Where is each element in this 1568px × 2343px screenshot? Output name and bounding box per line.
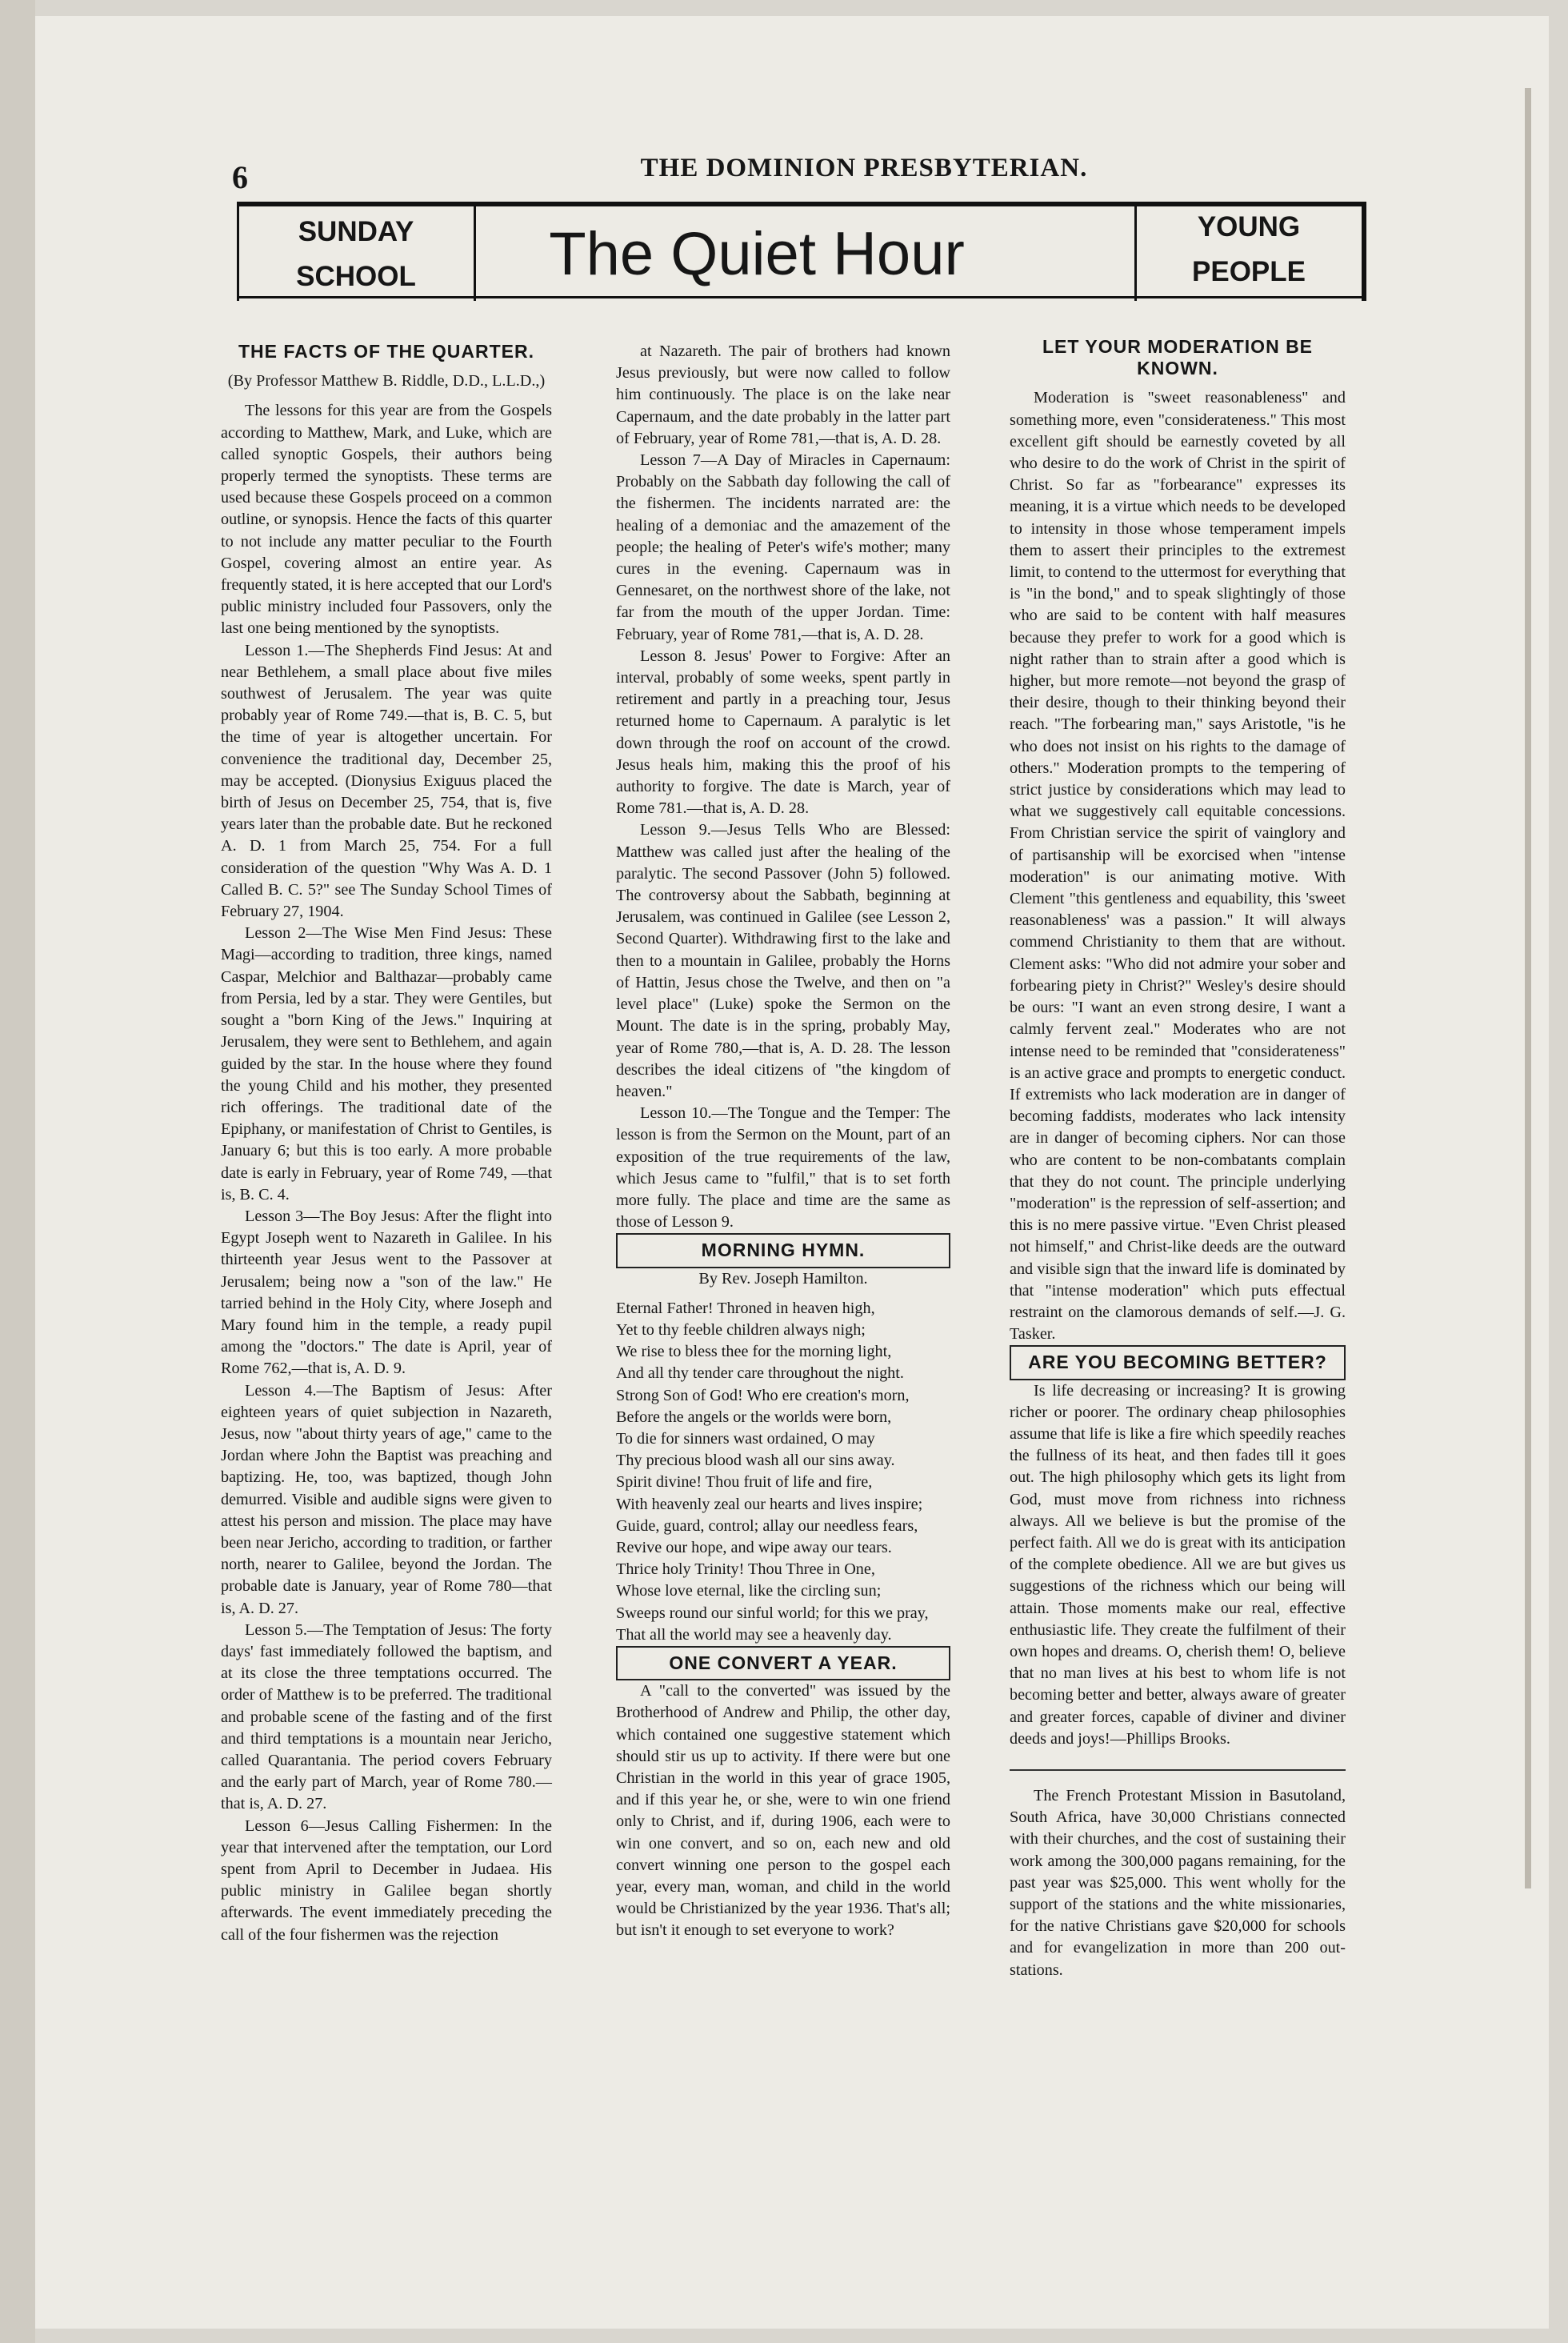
article-byline-facts: (By Professor Matthew B. Riddle, D.D., L.L.D.,): [227, 372, 546, 390]
banner-left-label: [242, 210, 470, 299]
banner-title: The Quiet Hour: [549, 220, 965, 288]
paragraph: Lesson 10.—The Tongue and the Temper: The lesson is from the Sermon on the Mount, part of an exposition of the true requirements of the law, which Jesus came to "fulfil," that is to set forth more fully. The place and time are the same as those of Lesson 9.: [616, 1104, 950, 1232]
paragraph: The lessons for this year are from the Gospels according to Matthew, Mark, and Luke, which are called synoptic Gospels, their authors being properly termed the synoptists. These terms are used because these Gospels proceed on a common outline, or synopsis. Hence the facts of this quarter to not include any matter peculiar to the Fourth Gospel, covering almost an entire year. As frequently stated, it is here accepted that our Lord's public ministry included four Passovers, only the last one being mentioned by the synoptists.: [221, 402, 552, 638]
moderation-heading: LET YOUR MODERATION BE KNOWN.: [1042, 336, 1314, 379]
paragraph: Lesson 6—Jesus Calling Fishermen: In the year that intervened after the temptation, our Lord spent from April to December in Judaea. His public ministry in Galilee began shortly afterwards. The event immediately preceding the call of the four fishermen was the rejection: [221, 1816, 552, 1944]
mission-paragraph: The French Protestant Mission in Basutoland, South Africa, have 30,000 Christians connected with their churches, and the cost of sustaining their work among the 300,000 pagans remaining, for the past year was $25,000. This went wholly for the support of the stations and the white missionaries, for the native Christians gave $20,000 for schools and for evangelization in more than 200 out-stations.: [1010, 1787, 1346, 1979]
paragraph: Lesson 4.—The Baptism of Jesus: After eighteen years of quiet subjection in Nazareth, Jesus, now "about thirty years of age," came to the Jordan where John the Baptist was preaching and baptizing. He, too, was baptized, though John demurred. Visible and audible signs were given to attest his person and mission. The place may have been near Jericho, according to tradition, or farther north, nearer to Galilee, beyond the Jordan. The probable date is January, year of Rome 780—that is, A. D. 27.: [221, 1381, 552, 1617]
banner-right-line2: PEOPLE: [1192, 256, 1306, 287]
banner-divider-left: [474, 206, 476, 301]
hymn-line: Guide, guard, control; allay our needless fears,: [616, 1516, 918, 1535]
paragraph: Lesson 1.—The Shepherds Find Jesus: At and near Bethlehem, a small place about five miles southwest of Jerusalem. The year was quite probably year of Rome 749.—that is, B. C. 5, but the time of year is altogether uncertain. For convenience the traditional day, December 25, may be accepted. (Dionysius Exiguus placed the birth of Jesus on December 25, 754, that is, five years later than the probable date. But he reckoned A. D. 1 from March 25, 754. For a full consideration of the question "Why Was A. D. 1 Called B. C. 5?" see The Sunday School Times of February 27, 1904.: [221, 641, 552, 921]
hymn-line: Eternal Father! Throned in heaven high,: [616, 1299, 875, 1317]
paragraph: Lesson 9.—Jesus Tells Who are Blessed: Matthew was called just after the healing of the paralytic. The second Passover (John 5) followed. The controversy about the Sabbath, beginning at Jerusalem, was continued in Galilee (see Lesson 2, Second Quarter). Withdrawing first to the lake and then to a mountain in Galilee, probably the Horns of Hattin, Jesus chose the Twelve, and then on "a level place" (Luke) spoke the Sermon on the Mount. The date is in the spring, probably May, year of Rome 780,—that is, A. D. 28. The lesson describes the ideal citizens of "the kingdom of heaven.": [616, 821, 950, 1100]
hymn-line: Spirit divine! Thou fruit of life and fire,: [616, 1473, 873, 1492]
page-spine-shadow: [0, 0, 35, 2343]
hymn-line: Revive our hope, and wipe away our tears.: [616, 1538, 892, 1556]
page-edge-shadow: [1525, 88, 1531, 1888]
article-heading-facts: THE FACTS OF THE QUARTER.: [238, 341, 534, 362]
hymn-line: Thy precious blood wash all our sins away.: [616, 1452, 895, 1470]
quiet-hour-banner: [237, 202, 1366, 298]
hymn-line: Before the angels or the worlds were born,: [616, 1408, 892, 1426]
hymn-line: Sweeps round our sinful world; for this we pray,: [616, 1604, 929, 1622]
paragraph: A "call to the converted" was issued by the Brotherhood of Andrew and Philip, the other day, which contained one suggestive statement which should stir us up to activity. If there were but one Christian in the world in this year of grace 1905, and if this year he, or she, were to win one friend only to Christ, and if, during 1906, each were to win one convert, and so on, each new and old convert winning one person to the gospel each year, every man, woman, and child in the world would be Christianized by the year 1936. That's all; but isn't it enough to set everyone to work?: [616, 1682, 950, 1940]
hymn-line: Strong Son of God! Who ere creation's morn,: [616, 1386, 910, 1404]
article-body-facts-continued: [616, 341, 950, 1233]
better-article-body: [1010, 1380, 1346, 1750]
better-heading: ARE YOU BECOMING BETTER?: [1010, 1345, 1346, 1380]
paragraph: Lesson 2—The Wise Men Find Jesus: These Magi—according to tradition, three kings, named Caspar, Melchior and Balthazar—probably came from Persia, led by a star. They were Gentiles, but sought a "born King of the Jews." Inquiring at Jerusalem, they were sent to Bethlehem, and again guided by the star. In the house where they found the young Child and his mother, they presented rich offerings. The traditional date of the Epiphany, or manifestation of Christ to Gentiles, is January 6; but this is too early. A more probable date is early in February, year of Rome 749, —that is, B. C. 4.: [221, 924, 552, 1204]
hymn-line: Thrice holy Trinity! Thou Three in One,: [616, 1560, 875, 1579]
convert-heading: ONE CONVERT A YEAR.: [616, 1646, 950, 1680]
hymn-line: Whose love eternal, like the circling sun;: [616, 1582, 882, 1600]
hymn-line: We rise to bless thee for the morning light,: [616, 1343, 892, 1361]
banner-left-line2: SCHOOL: [296, 261, 416, 292]
hymn-line: To die for sinners wast ordained, O may: [616, 1429, 875, 1448]
hymn-verses: [616, 1298, 950, 1646]
paragraph: Lesson 5.—The Temptation of Jesus: The forty days' fast immediately followed the baptism, and at its close the three temptations occurred. The order of Matthew is to be preferred. The traditional and probable scene of the fasting and of the first and third temptations is a mountain near Jericho, called Quarantania. The period covers February and the early part of March, year of Rome 780.—that is, A. D. 27.: [221, 1620, 552, 1813]
hymn-line: Yet to thy feeble children always nigh;: [616, 1320, 866, 1339]
banner-left-line1: SUNDAY: [298, 216, 414, 247]
paragraph: Moderation is "sweet reasonableness" and something more, even "considerateness." This most excellent gift should be earnestly coveted by all who desire to do the work of Christ in the spirit of Christ. So far as "forbearance" expresses its meaning, it is a virtue which needs to be developed to intensity in those whose temperament impels them to assert their principles to the extremest limit, to contend to the uttermost for everything that is "in the bond," and to speak slightingly of those who are said to be content with half measures because they prefer to work for a good which is night rather than to strain after a good which is higher, but more remote—not beyond the grasp of their desire, though to their thinking beyond their reach. "The forbearing man," says Aristotle, "is he who does not insist on his rights to the damage of others." Moderation prompts to the tempering of strict justice by considerations which may lead to what we suggestively call equitable concessions. From Christian service the spirit of vainglory and of partisanship will be exorcised when "intense moderation" is our animating motive. With Clement "this gentleness and equability, this 'sweet reasonableness' was a passion." It will always commend Christianity to them that are without. Clement asks: "Who did not admire your sober and forbearing piety in Christ?" Wesley's desire should be ours: "I want an even strong desire, I want a calmly fervent zeal." Moderates who are not intense need to be reminded that "considerateness" is an active grace and prompts to energetic conduct. If extremists who lack moderation are in danger of becoming faddists, moderates who lack intensity are in danger of becoming ciphers. Nor can those who are content to be non-combatants complain that they do not count. The principle underlying "moderation" is the repression of self-assertion; and this is no mere passive virtue. "Even Christ pleased not himself," and Christ-like deeds are the outward and visible sign that the inward life is dominated by that "intense moderation" which puts effectual restraint on the clamorous demands of self.—J. G. Tasker.: [1010, 389, 1346, 1344]
hymn-heading: MORNING HYMN.: [616, 1233, 950, 1268]
paragraph: Lesson 7—A Day of Miracles in Capernaum: Probably on the Sabbath day following the call of the fishermen. The incidents narrated are: the healing of a demoniac and the amazement of the people; the healing of Peter's wife's mother; many cures in the evening. Capernaum was in Gennesaret, on the northwest shore of the lake, not far from the mouth of the upper Jordan. Time: February, year of Rome 781,—that is, A. D. 28.: [616, 451, 950, 643]
page-number: 6: [232, 159, 248, 195]
article-divider: [1010, 1750, 1346, 1771]
paragraph: Is life decreasing or increasing? It is growing richer or poorer. The ordinary cheap philosophies assume that life is like a fire which speedily reaches the fullness of its heat, and then fades till it goes out. The high philosophy which gets its light from God, must move from richness into richness always. All we believe is but the promise of the perfect faith. All we do is great with its anticipation of the complete obedience. All we are but gives us suggestions of the richness which our being will attain. Those moments make our real, effective enthusiastic life. They create the fulfilment of their own hopes and dreams. O, cherish them! O, believe that no man lives at his best to whom life is not becoming better and better, always aware of greater and greater forces, capable of diviner and diviner deeds and joys!—Phillips Brooks.: [1010, 1381, 1346, 1748]
column-2: [616, 341, 950, 1942]
banner-divider-right: [1134, 206, 1137, 301]
column-1: [221, 341, 552, 1946]
banner-left-border: [237, 206, 239, 301]
moderation-article-body: [1010, 387, 1346, 1345]
banner-right-border: [1362, 206, 1366, 301]
banner-right-label: [1141, 205, 1357, 294]
article-body-facts: [221, 400, 552, 1945]
journal-title: THE DOMINION PRESBYTERIAN.: [640, 154, 1088, 182]
banner-right-line1: YOUNG: [1197, 211, 1301, 242]
hymn-line: With heavenly zeal our hearts and lives inspire;: [616, 1495, 923, 1513]
convert-article-body: [616, 1680, 950, 1941]
paragraph: Lesson 3—The Boy Jesus: After the flight into Egypt Joseph went to Nazareth in Galilee. In his thirteenth year Jesus went to the Passover at Jerusalem; being now a "son of the law." He tarried behind in the Holy City, where Joseph and Mary found him in the temple, a ready pupil among the "doctors." The date is April, year of Rome 762,—that is, A. D. 9.: [221, 1207, 552, 1378]
hymn-byline: By Rev. Joseph Hamilton.: [698, 1269, 868, 1288]
paragraph: Lesson 8. Jesus' Power to Forgive: After an interval, probably of some weeks, spent partly in retirement and partly in a preaching tour, Jesus returned home to Capernaum. A paralytic is let down through the roof on account of the crowd. Jesus heals him, making this the proof of his authority to forgive. The date is March, year of Rome 781.—that is, A. D. 28.: [616, 647, 950, 818]
paragraph: at Nazareth. The pair of brothers had known Jesus previously, but were now called to follow him continuously. The place is on the lake near Capernaum, and the date probably in the latter part of February, year of Rome 781,—that is, A. D. 28.: [616, 342, 950, 447]
hymn-line: And all thy tender care throughout the night.: [616, 1364, 904, 1383]
hymn-line: That all the world may see a heavenly day.: [616, 1625, 892, 1644]
column-3: [1010, 336, 1346, 1981]
